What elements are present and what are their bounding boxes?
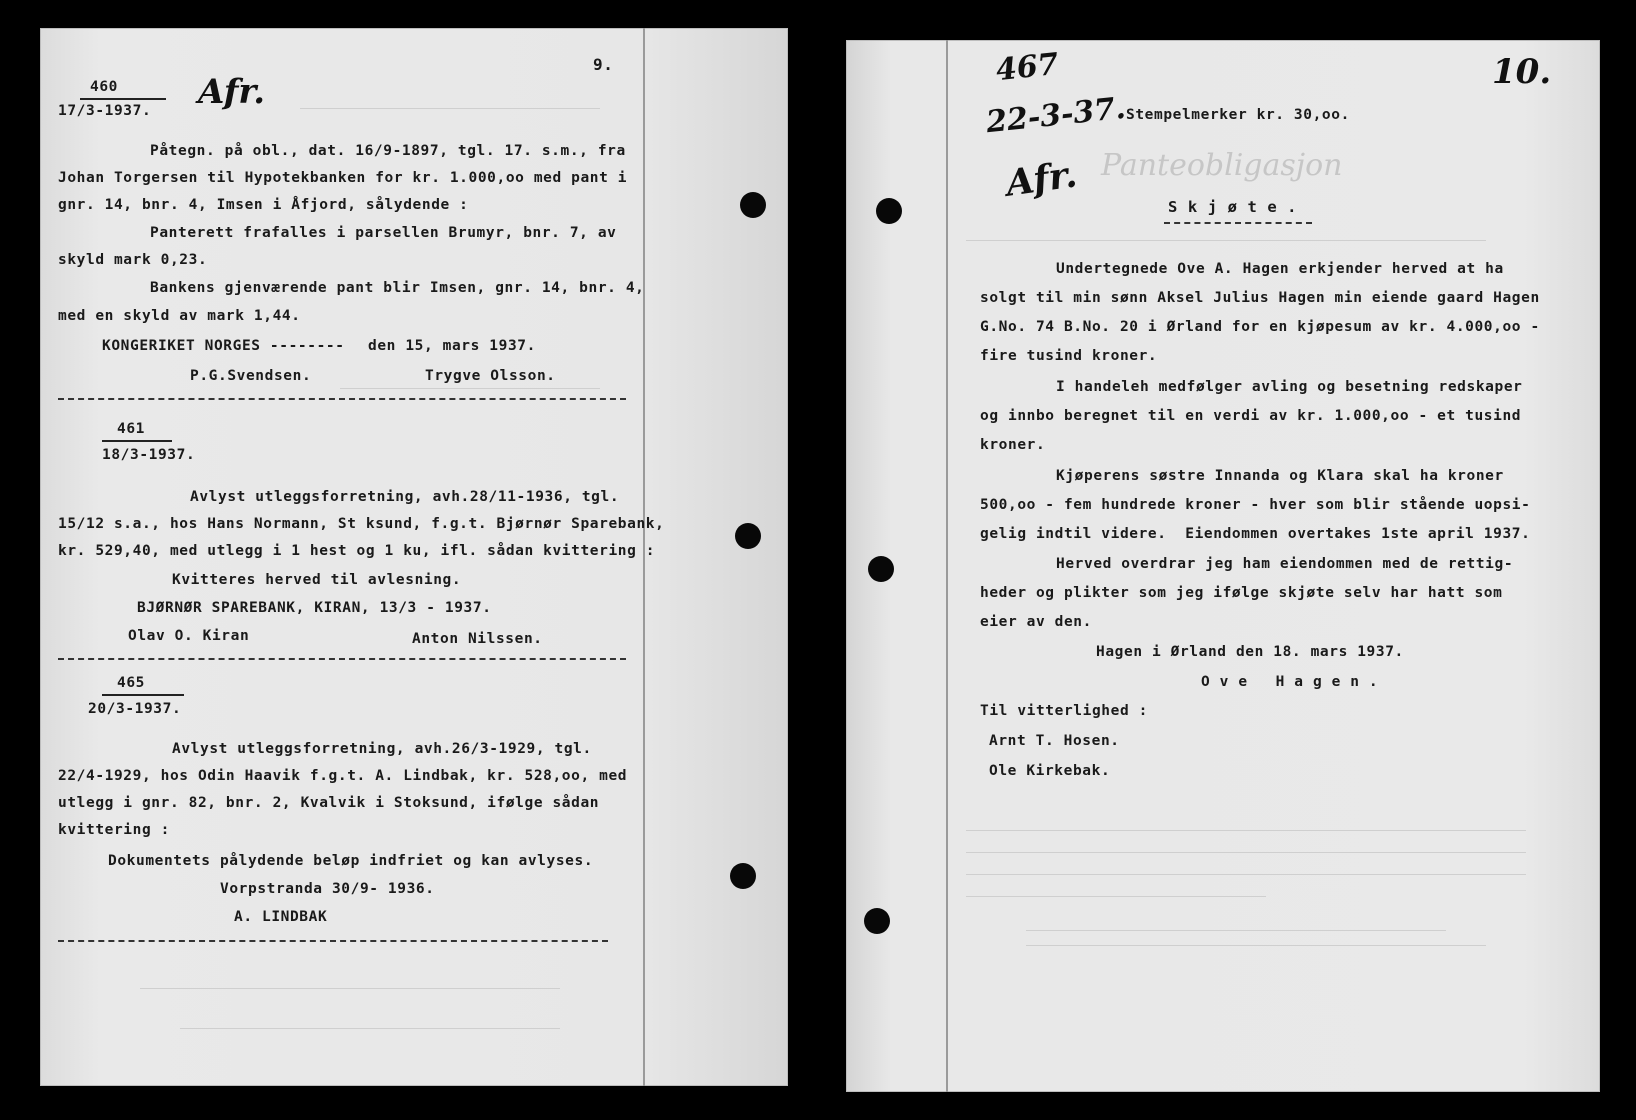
- text-line: den 15, mars 1937.: [368, 338, 536, 354]
- witness-name: Arnt T. Hosen.: [989, 733, 1120, 749]
- text-line: 15/12 s.a., hos Hans Normann, St ksund, f.g.t. Bjørnør Sparebank,: [58, 516, 665, 532]
- text-line: 500,oo - fem hundrede kroner - hver som blir stående uopsi-: [980, 497, 1531, 513]
- text-line: fire tusind kroner.: [980, 348, 1158, 364]
- signature: Olav O. Kiran: [128, 628, 250, 644]
- section-divider: [58, 398, 626, 400]
- binding-hole: [876, 198, 902, 224]
- witness-label: Til vitterlighed :: [980, 703, 1148, 719]
- entry-number-underline: [80, 98, 166, 100]
- entry-number: 460: [90, 79, 118, 95]
- text-line: 22/4-1929, hos Odin Haavik f.g.t. A. Lindbak, kr. 528,oo, med: [58, 768, 628, 784]
- entry-number: 465: [117, 675, 145, 691]
- entry-number-underline: [102, 440, 172, 442]
- handwritten-initials: Afr.: [198, 72, 266, 112]
- bleed-through-line: [966, 852, 1526, 853]
- handwritten-initials: Afr.: [1003, 153, 1080, 205]
- section-divider: [58, 658, 626, 660]
- bleed-through-line: [966, 874, 1526, 875]
- binding-hole: [730, 863, 756, 889]
- bleed-through-line: [966, 830, 1526, 831]
- entry-number-underline: [102, 694, 184, 696]
- text-line: utlegg i gnr. 82, bnr. 2, Kvalvik i Stoksund, ifølge sådan: [58, 795, 600, 811]
- entry-number: 461: [117, 421, 145, 437]
- signature: A. LINDBAK: [234, 909, 328, 925]
- bleed-through-line: [180, 1028, 560, 1029]
- binding-hole: [864, 908, 890, 934]
- text-line: Herved overdrar jeg ham eiendommen med de rettig-: [1056, 556, 1514, 572]
- heading-underline: [1164, 222, 1312, 224]
- text-line: skyld mark 0,23.: [58, 252, 208, 268]
- document-heading: S k j ø t e .: [1168, 198, 1298, 216]
- stamp-text: Stempelmerker kr. 30,oo.: [1126, 107, 1350, 123]
- bleed-through-line: [340, 388, 600, 389]
- section-divider: [58, 940, 608, 942]
- margin-rule: [946, 40, 948, 1092]
- text-line: BJØRNØR SPAREBANK, KIRAN, 13/3 - 1937.: [137, 600, 492, 616]
- text-line: Påtegn. på obl., dat. 16/9-1897, tgl. 17. s.m., fra: [150, 143, 626, 159]
- text-line: Kvitteres herved til avlesning.: [172, 572, 462, 588]
- text-line: solgt til min sønn Aksel Julius Hagen min eiende gaard Hagen: [980, 290, 1540, 306]
- text-line: G.No. 74 B.No. 20 i Ørland for en kjøpesum av kr. 4.000,oo -: [980, 319, 1540, 335]
- text-line: og innbo beregnet til en verdi av kr. 1.000,oo - et tusind: [980, 408, 1522, 424]
- witness-name: Ole Kirkebak.: [989, 763, 1111, 779]
- text-line: kr. 529,40, med utlegg i 1 hest og 1 ku, ifl. sådan kvittering :: [58, 543, 656, 559]
- bleed-through-line: [966, 896, 1266, 897]
- text-line: Kjøperens søstre Innanda og Klara skal ha kroner: [1056, 468, 1504, 484]
- text-line: gnr. 14, bnr. 4, Imsen i Åfjord, sålydende :: [58, 197, 469, 213]
- text-line: Avlyst utleggsforretning, avh.26/3-1929, tgl.: [172, 741, 592, 757]
- right-page: [846, 40, 1600, 1092]
- bleed-through-heading: Panteobligasjon: [1101, 148, 1343, 183]
- text-line: Undertegnede Ove A. Hagen erkjender herved at ha: [1056, 261, 1504, 277]
- signature: O v e H a g e n .: [1201, 674, 1379, 690]
- left-page: [40, 28, 788, 1086]
- page-number: 9.: [593, 55, 614, 74]
- signature: P.G.Svendsen.: [190, 368, 312, 384]
- binding-hole: [740, 192, 766, 218]
- text-line: heder og plikter som jeg ifølge skjøte selv har hatt som: [980, 585, 1503, 601]
- text-line: kroner.: [980, 437, 1046, 453]
- handwritten-entry-number: 467: [994, 46, 1061, 89]
- entry-date: 17/3-1937.: [58, 103, 152, 119]
- text-line: Avlyst utleggsforretning, avh.28/11-1936, tgl.: [190, 489, 620, 505]
- handwritten-page-number: 10.: [1492, 52, 1552, 92]
- entry-date: 20/3-1937.: [88, 701, 182, 717]
- text-line: kvittering :: [58, 822, 170, 838]
- place-date: Hagen i Ørland den 18. mars 1937.: [1096, 644, 1404, 660]
- text-line: Johan Torgersen til Hypotekbanken for kr. 1.000,oo med pant i: [58, 170, 628, 186]
- bleed-through-line: [966, 240, 1486, 241]
- text-line: Dokumentets pålydende beløp indfriet og kan avlyses.: [108, 853, 594, 869]
- text-line: Panterett frafalles i parsellen Brumyr, bnr. 7, av: [150, 225, 617, 241]
- text-line: Bankens gjenværende pant blir Imsen, gnr. 14, bnr. 4,: [150, 280, 645, 296]
- entry-date: 18/3-1937.: [102, 447, 196, 463]
- bleed-through-line: [300, 108, 600, 109]
- bleed-through-line: [140, 988, 560, 989]
- text-line: eier av den.: [980, 614, 1092, 630]
- signature: Trygve Olsson.: [425, 368, 556, 384]
- text-line: med en skyld av mark 1,44.: [58, 308, 301, 324]
- binding-hole: [868, 556, 894, 582]
- bleed-through-line: [1026, 930, 1446, 931]
- text-line: I handeleh medfølger avling og besetning redskaper: [1056, 379, 1523, 395]
- signature: Anton Nilssen.: [412, 631, 543, 647]
- text-line: gelig indtil videre. Eiendommen overtakes 1ste april 1937.: [980, 526, 1531, 542]
- text-line: KONGERIKET NORGES --------: [102, 338, 345, 354]
- bleed-through-line: [1026, 945, 1486, 946]
- text-line: Vorpstranda 30/9- 1936.: [220, 881, 435, 897]
- handwritten-entry-date: 22-3-37.: [984, 90, 1128, 141]
- binding-hole: [735, 523, 761, 549]
